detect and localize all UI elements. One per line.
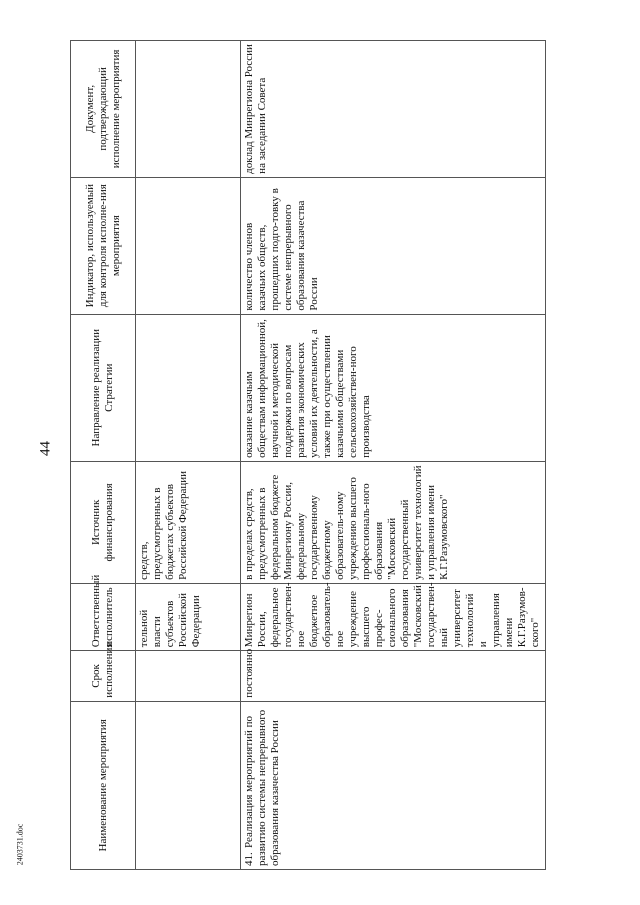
measures-table	[70, 40, 546, 870]
cell-blank	[136, 41, 241, 178]
header-measure-name: Наименование мероприятия	[71, 701, 136, 869]
header-indicator: Индикатор, используемый для контроля исполне-ния мероприятия	[71, 177, 136, 314]
cell-direction: оказание казачьим обществам информационной, научной и методической поддержки по вопросам развития экономических условий их деятельности, а также при осуществлении казачьими обществами сельскохозяйствен-ного производства	[241, 314, 546, 461]
cell-executor-continued: тельной власти субъектов Российской Федерации	[136, 583, 241, 650]
page-number: 44	[37, 441, 54, 456]
cell-funding: в пределах средств, предусмотренных в федеральном бюджете Минрегиону России, федеральному государственному бюджетному образователь-ному учреждению высшего профессиональ-ного образования "Московский государственный университет технологий и управления имени К.Г.Разумовского"	[241, 461, 546, 583]
cell-term: постоянно	[241, 651, 546, 701]
header-executor: Ответственный исполнитель	[71, 583, 136, 650]
footer-document-code: 2403731.doc	[15, 823, 25, 866]
row-number: 41.	[243, 852, 255, 866]
cell-document: доклад Минрегиона России на заседании Совета	[241, 41, 546, 178]
header-direction: Направление реализации Стратегии	[71, 314, 136, 461]
header-term: Срок исполнения	[71, 651, 136, 701]
table-row	[241, 41, 546, 870]
cell-executor: Минрегион России, федеральное государствен-ное бюджетное образователь-ное учреждение высшего профес-сионального образования "Московский государствен-ный университет технологий и управления имени К.Г.Разумов-ского"	[241, 583, 546, 650]
cell-blank	[136, 701, 241, 869]
cell-blank	[136, 314, 241, 461]
header-document: Документ, подтверждающий исполнение мероприятия	[71, 41, 136, 178]
cell-indicator: количество членов казачьих обществ, прошедших подго-товку в системе непрерывного образования казачества России	[241, 177, 546, 314]
cell-measure-name	[241, 701, 546, 869]
cell-blank	[136, 651, 241, 701]
table-row-continuation	[136, 41, 241, 870]
measure-name-text: Реализация мероприятий по развитию системы непрерывного образования казачества России	[243, 709, 281, 866]
cell-blank	[136, 177, 241, 314]
header-funding: Источник финансирования	[71, 461, 136, 583]
rotated-table-wrapper	[70, 40, 630, 870]
cell-funding-continued: средств, предусмотренных в бюджетах субъектов Российской Федерации	[136, 461, 241, 583]
table-header-row	[71, 41, 136, 870]
